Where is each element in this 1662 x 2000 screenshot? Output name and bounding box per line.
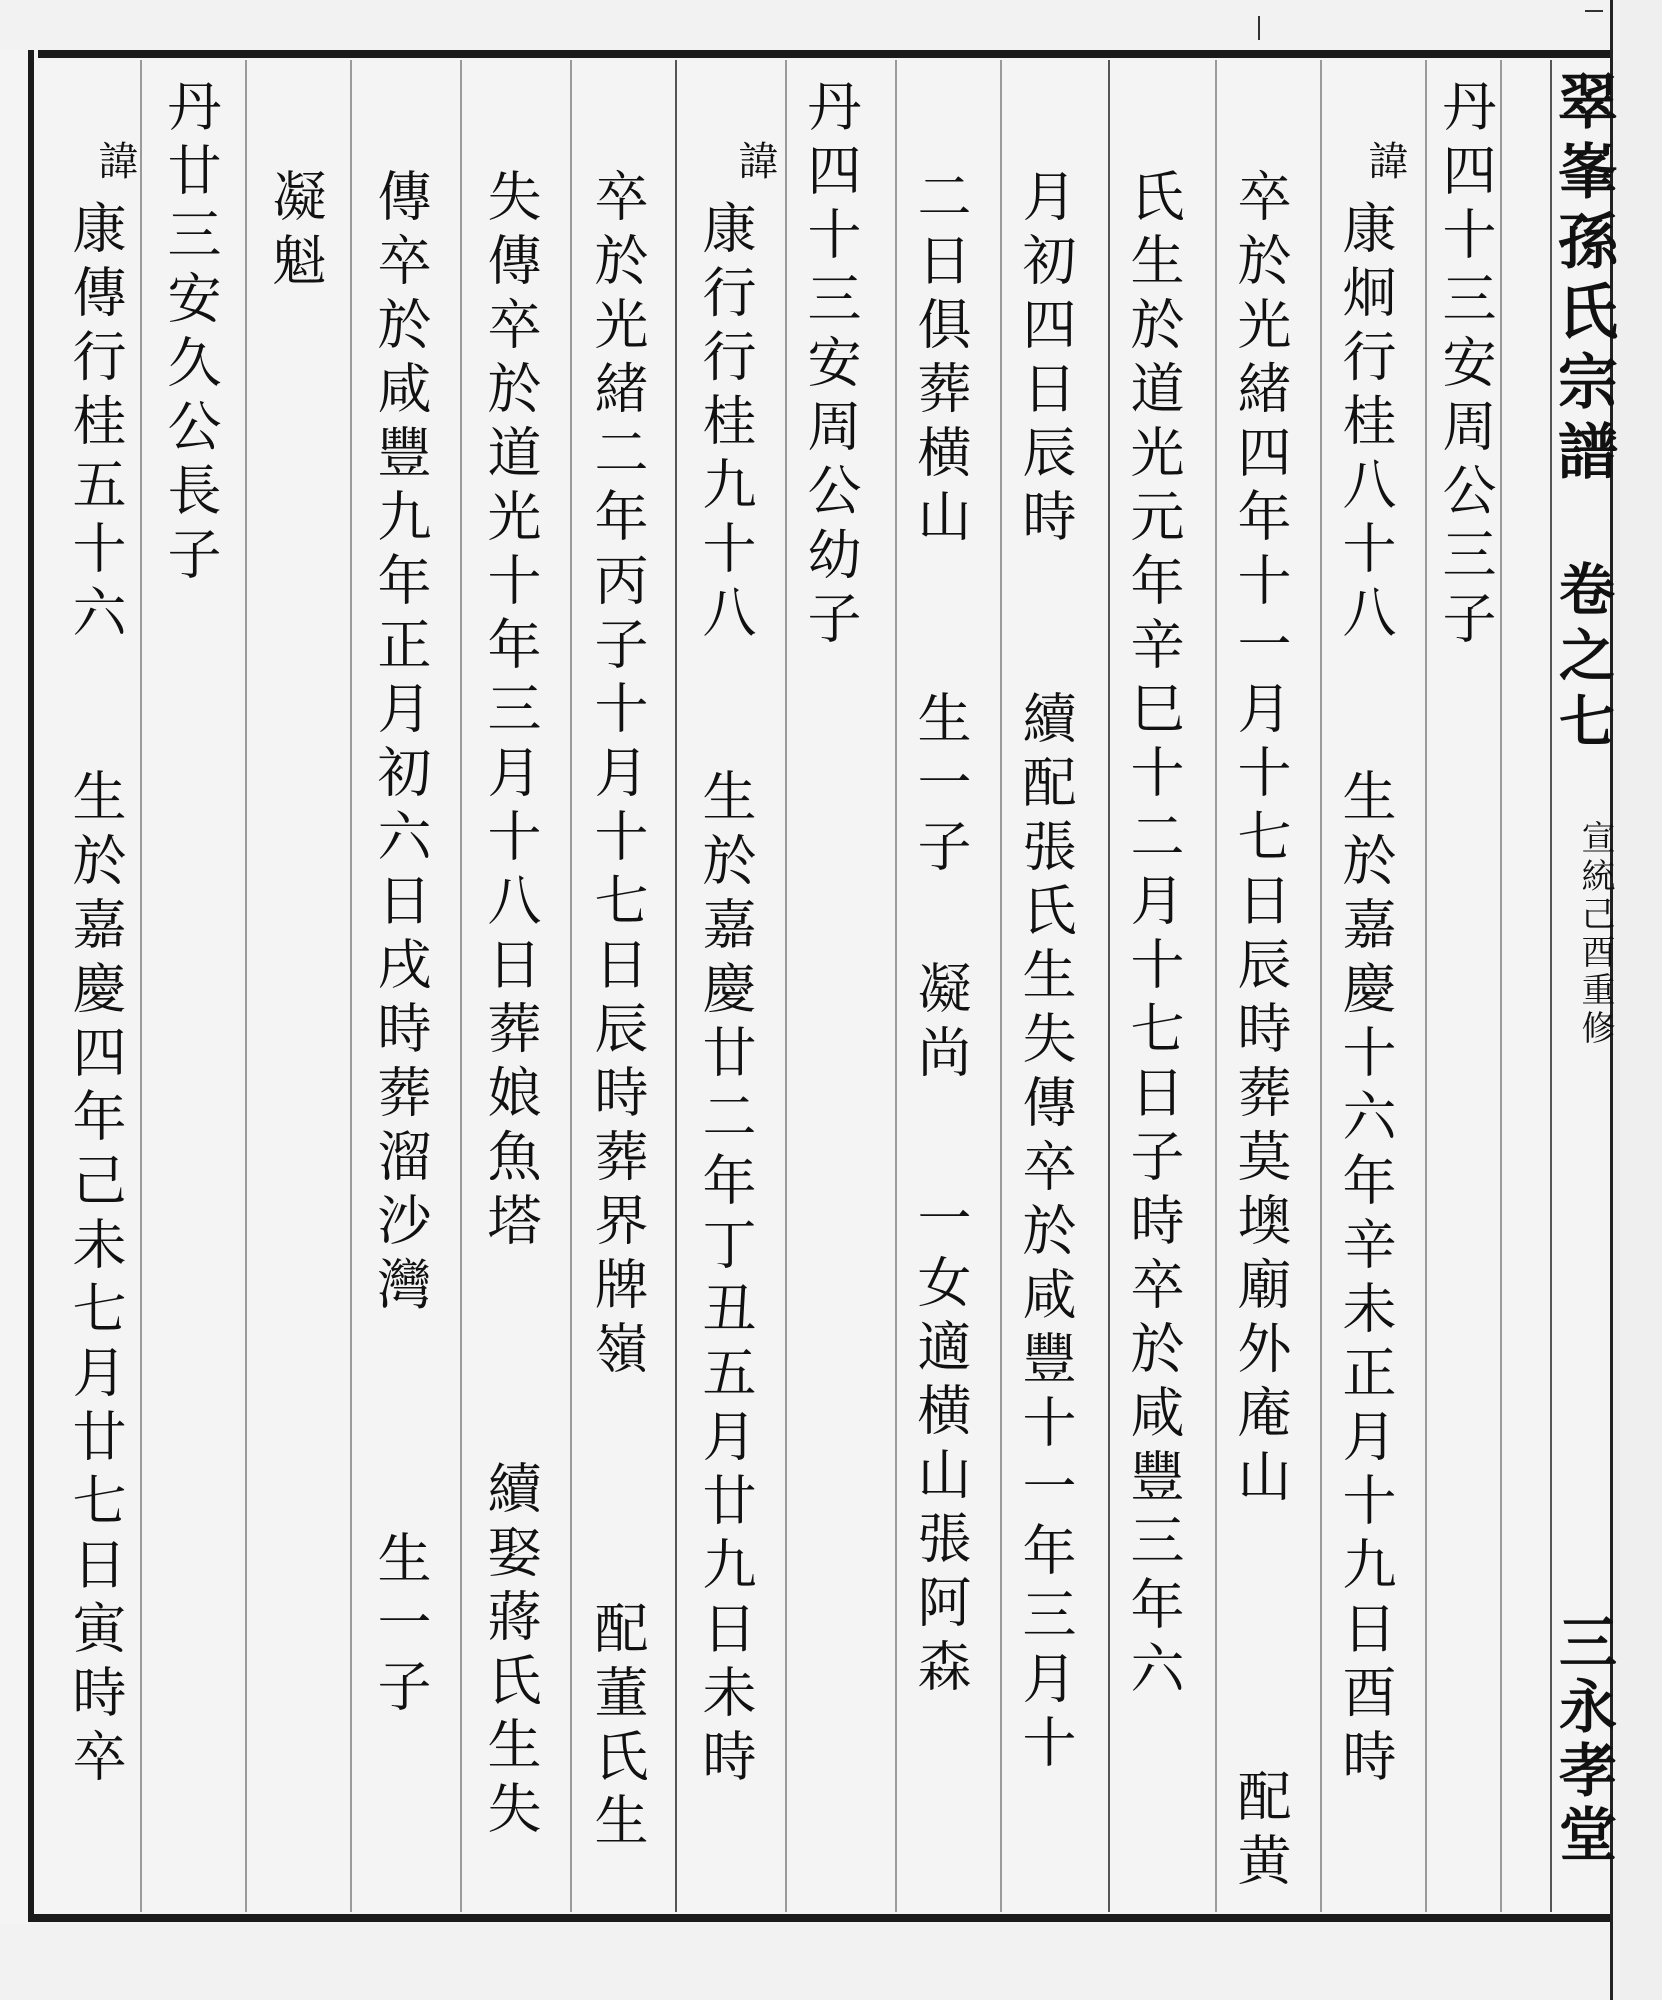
entry-line: 生於嘉慶四年己未七月廿七日寅時卒 — [64, 768, 127, 1792]
entry-heading: 丹四十三安周公幼子 — [799, 78, 862, 654]
column-rule — [675, 60, 677, 1912]
entry-line: 失傳卒於道光十年三月十八日葬娘魚塔 — [479, 168, 542, 1256]
entry-line: 生於嘉慶十六年辛未正月十九日酉時 — [1334, 768, 1397, 1792]
column-rule — [350, 60, 352, 1912]
entry-line: 康傳行桂五十六 — [64, 200, 127, 648]
border-bottom — [30, 1914, 1610, 1922]
column-rule — [570, 60, 572, 1912]
entry-line: 續娶蔣氏生失 — [479, 1460, 542, 1844]
entry-line: 傳卒於咸豐九年正月初六日戌時葬溜沙灣 — [369, 168, 432, 1320]
entry-line: 康行行桂九十八 — [694, 200, 757, 648]
child-name: 凝魁 — [264, 168, 327, 296]
entry-line: 生一子 — [909, 690, 972, 882]
column-rule — [1215, 60, 1217, 1912]
bottom-margin — [0, 1924, 1610, 2000]
column-rule — [460, 60, 462, 1912]
top-margin — [0, 0, 1610, 50]
column-rule — [1425, 60, 1427, 1912]
column-rule — [1500, 60, 1502, 1912]
entry-line: 生於嘉慶廿二年丁丑五月廿九日未時 — [694, 768, 757, 1792]
border-left — [28, 50, 34, 1922]
entry-line: 月初四日辰時 — [1014, 168, 1077, 552]
entry-line: 生一子 — [369, 1530, 432, 1722]
column-rule — [140, 60, 142, 1912]
volume-label: 卷之七 — [1550, 560, 1616, 758]
edition-note: 宣統己酉重修 — [1575, 820, 1615, 1048]
entry-line: 卒於光緒二年丙子十月十七日辰時葬界牌嶺 — [586, 168, 649, 1384]
taboo-label: 諱 — [92, 140, 138, 186]
entry-line: 續配張氏生失傳卒於咸豐十一年三月十 — [1014, 690, 1077, 1778]
column-rule — [245, 60, 247, 1912]
entry-line: 氏生於道光元年辛巳十二月十七日子時卒於咸豐三年六 — [1122, 168, 1185, 1704]
column-rule — [785, 60, 787, 1912]
taboo-label: 諱 — [732, 140, 778, 186]
entry-heading: 丹四十三安周公三子 — [1434, 78, 1497, 654]
column-rule — [1000, 60, 1002, 1912]
entry-line: 配黄 — [1229, 1768, 1292, 1896]
entry-line: 康炯行桂八十八 — [1334, 200, 1397, 648]
child-name: 凝尚 — [909, 960, 972, 1088]
column-rule — [1108, 60, 1110, 1912]
column-rule — [1320, 60, 1322, 1912]
entry-line: 二日俱葬横山 — [909, 168, 972, 552]
entry-line: 配董氏生 — [586, 1600, 649, 1856]
taboo-label: 諱 — [1362, 140, 1408, 186]
border-top — [38, 50, 1610, 58]
column-rule — [895, 60, 897, 1912]
margin-mark — [1585, 10, 1603, 12]
margin-mark — [1258, 16, 1260, 40]
entry-line: 卒於光緒四年十一月十七日辰時葬莫墺廟外庵山 — [1229, 168, 1292, 1512]
book-title: 翠峯孫氏宗譜 — [1548, 70, 1618, 490]
entry-heading: 丹廿三安久公長子 — [159, 78, 222, 590]
hall-name: 三永孝堂 — [1549, 1612, 1617, 1868]
entry-line: 一女適横山張阿森 — [909, 1190, 972, 1702]
